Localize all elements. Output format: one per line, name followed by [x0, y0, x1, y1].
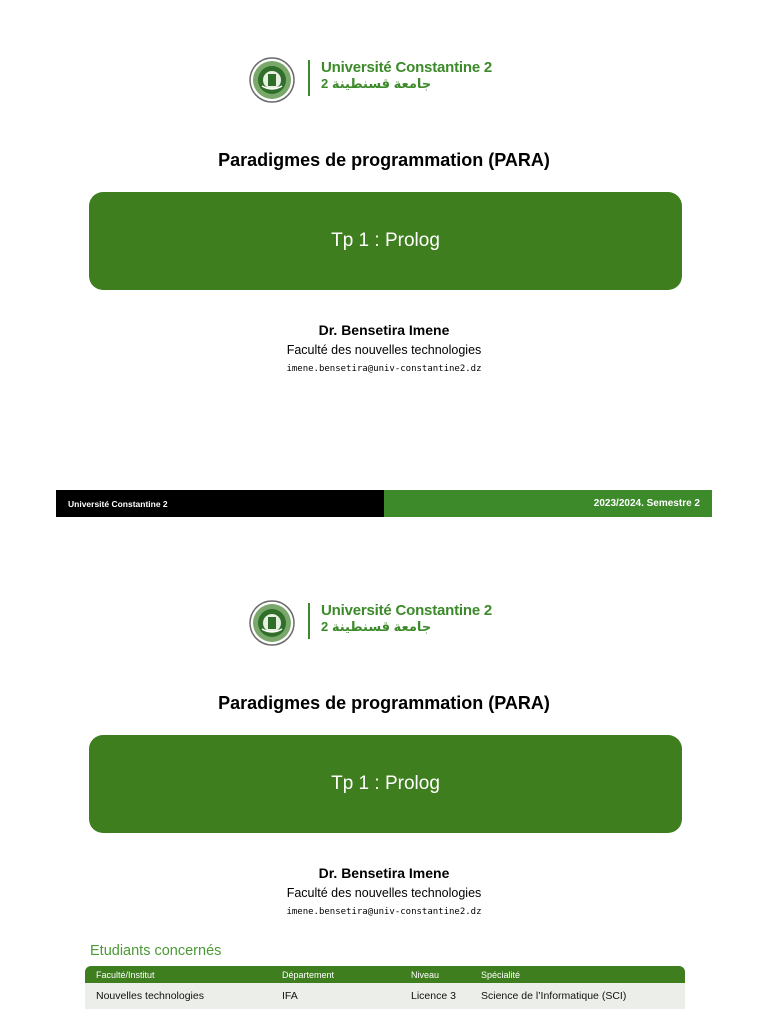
cell-faculty: Nouvelles technologies: [96, 990, 204, 1002]
column-header-faculty: Faculté/Institut: [96, 969, 155, 980]
author-faculty: Faculté des nouvelles technologies: [286, 343, 482, 357]
column-header-specialty: Spécialité: [481, 969, 521, 980]
title-slide-2: [0, 543, 768, 1024]
author-email: imene.bensetira@univ-constantine2.dz: [286, 907, 482, 917]
students-table: [85, 966, 685, 1009]
tp-title: Tp 1 : Prolog: [331, 230, 440, 251]
university-seal-icon: [249, 57, 295, 103]
logo-divider: [308, 603, 310, 639]
university-name-ar: جامعة قسنطينة 2: [321, 76, 432, 91]
university-seal-icon: [249, 600, 295, 646]
logo-divider: [308, 60, 310, 96]
table-row: [85, 983, 685, 1009]
column-header-level: Niveau: [411, 969, 440, 980]
tp-title-banner: [89, 735, 682, 833]
column-header-department: Département: [282, 969, 335, 980]
university-name-ar: جامعة قسنطينة 2: [321, 619, 432, 634]
university-name-fr: Université Constantine 2: [321, 59, 493, 76]
author-faculty: Faculté des nouvelles technologies: [286, 886, 482, 900]
footer-semester: 2023/2024. Semestre 2: [384, 490, 712, 517]
cell-specialty: Science de l’Informatique (SCI): [481, 990, 627, 1002]
university-logo: [249, 600, 529, 650]
author-name: Dr. Bensetira Imene: [318, 865, 450, 881]
cell-department: IFA: [282, 990, 298, 1002]
course-title: Paradigmes de programmation (PARA): [218, 693, 550, 713]
cell-level: Licence 3: [411, 990, 456, 1002]
course-title: Paradigmes de programmation (PARA): [218, 150, 550, 170]
university-logo: [249, 57, 529, 107]
author-name: Dr. Bensetira Imene: [318, 322, 450, 338]
university-name-fr: Université Constantine 2: [321, 602, 493, 619]
footer-university: Université Constantine 2: [56, 490, 384, 517]
slide-footer: [56, 490, 712, 517]
students-heading: Etudiants concernés: [90, 943, 222, 959]
author-block: [0, 320, 768, 378]
tp-title-banner: [89, 192, 682, 290]
author-block: [0, 863, 768, 921]
table-header-row: [85, 966, 685, 983]
tp-title: Tp 1 : Prolog: [331, 773, 440, 794]
author-email: imene.bensetira@univ-constantine2.dz: [286, 364, 482, 374]
